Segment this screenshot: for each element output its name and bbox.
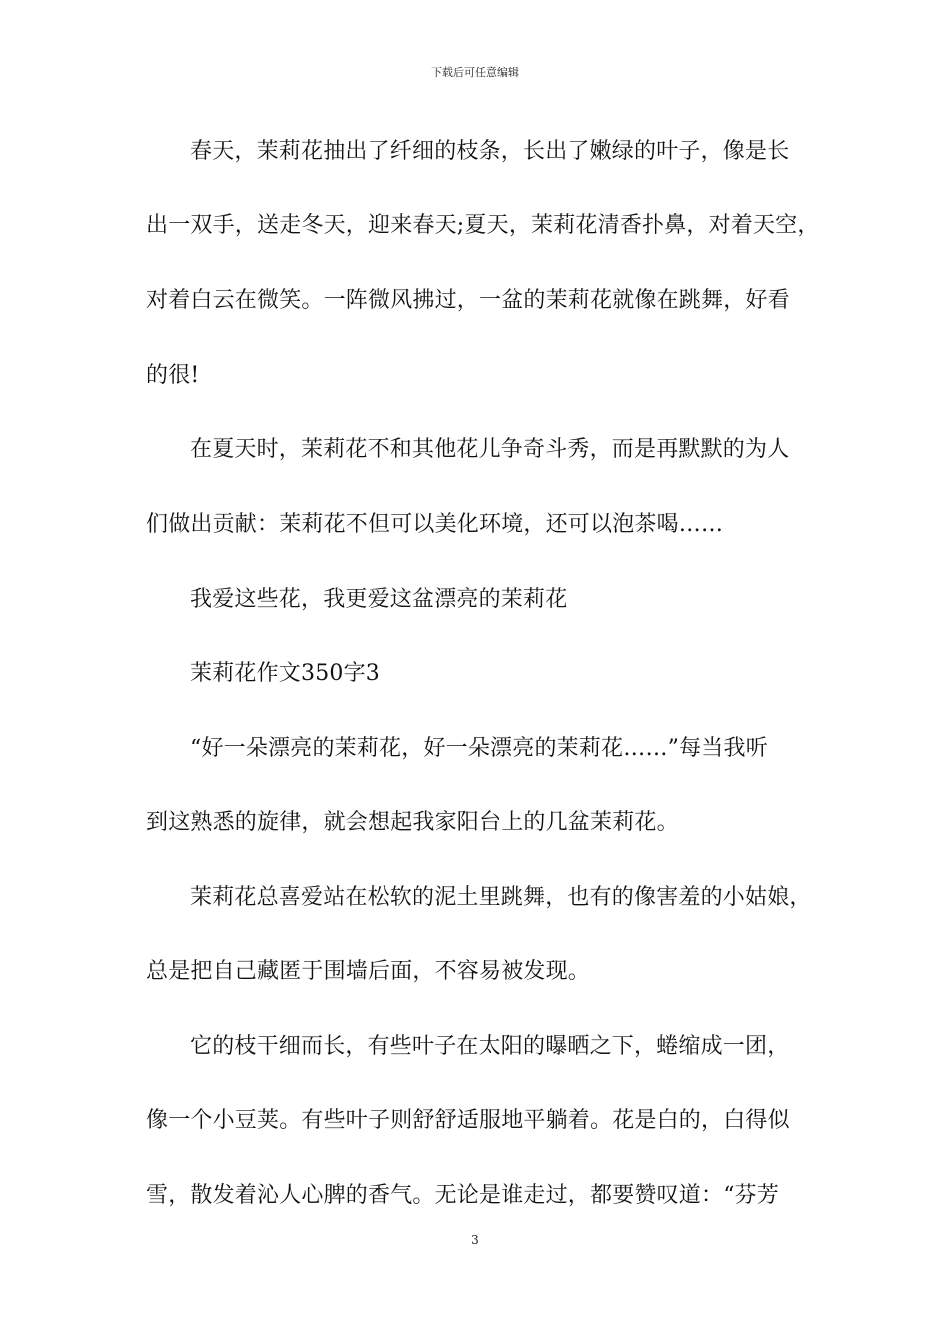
paragraph-1-line-1: 春天，茉莉花抽出了纤细的枝条，长出了嫩绿的叶子，像是长 <box>190 139 790 164</box>
paragraph-4-line-1: “好一朵漂亮的茉莉花，好一朵漂亮的茉莉花……”每当我听 <box>190 736 768 761</box>
paragraph-5-line-1: 茉莉花总喜爱站在松软的泥土里跳舞，也有的像害羞的小姑娘， <box>190 885 812 910</box>
paragraph-6-line-1: 它的枝干细而长，有些叶子在太阳的曝晒之下，蜷缩成一团， <box>190 1034 790 1059</box>
paragraph-6-line-2: 像一个小豆荚。有些叶子则舒舒适服地平躺着。花是白的，白得似 <box>146 1108 790 1133</box>
paragraph-5-line-2: 总是把自己藏匿于围墙后面，不容易被发现。 <box>146 959 591 984</box>
paragraph-3-line-1: 我爱这些花，我更爱这盆漂亮的茉莉花 <box>190 587 568 612</box>
paragraph-1-line-3: 对着白云在微笑。一阵微风拂过，一盆的茉莉花就像在跳舞，好看 <box>146 288 790 313</box>
paragraph-1-line-4: 的很! <box>146 363 200 388</box>
paragraph-1-line-2: 出一双手，送走冬天，迎来春天;夏天，茉莉花清香扑鼻，对着天空， <box>146 213 820 238</box>
paragraph-2-line-2: 们做出贡献：茉莉花不但可以美化环境，还可以泡茶喝…… <box>146 512 724 537</box>
page-header-note: 下载后可任意编辑 <box>431 66 519 79</box>
paragraph-4-line-2: 到这熟悉的旋律，就会想起我家阳台上的几盆茉莉花。 <box>146 810 679 835</box>
paragraph-2-line-1: 在夏天时，茉莉花不和其他花儿争奇斗秀，而是再默默的为人 <box>190 437 790 462</box>
page-number: 3 <box>471 1233 479 1247</box>
section-heading: 茉莉花作文350字3 <box>190 661 380 686</box>
paragraph-6-line-3: 雪，散发着沁人心脾的香气。无论是谁走过，都要赞叹道：“芬芳 <box>146 1183 780 1208</box>
